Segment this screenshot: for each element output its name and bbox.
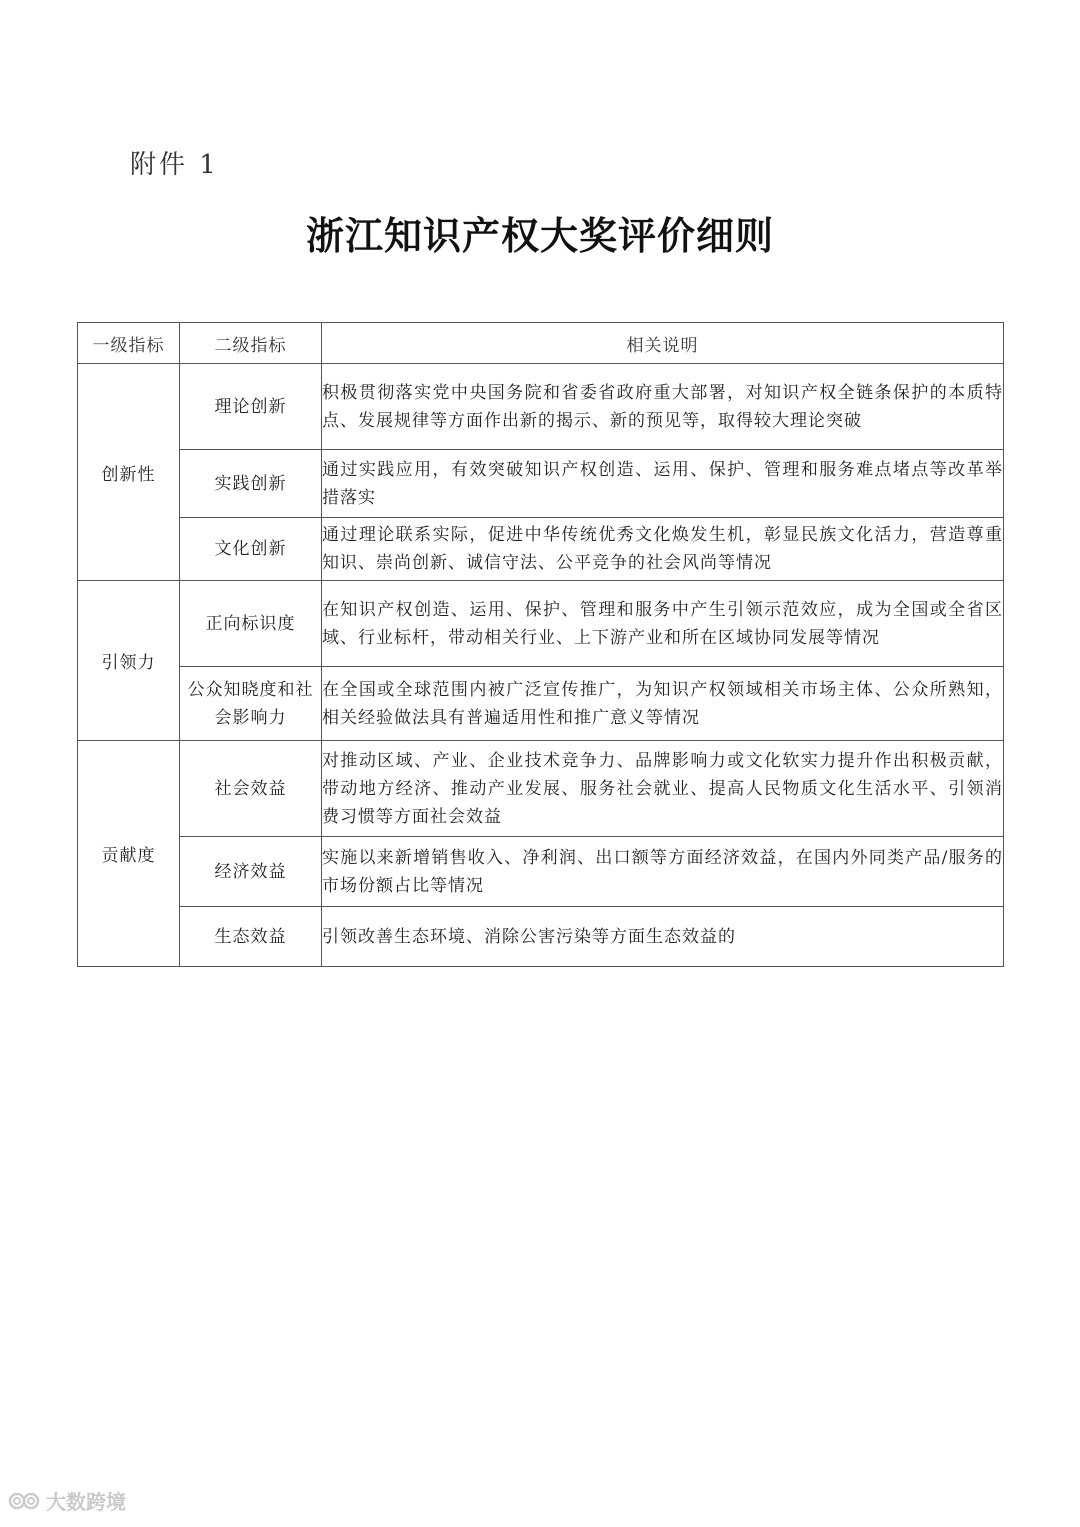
description-cell: 通过理论联系实际，促进中华传统优秀文化焕发生机，彰显民族文化活力，营造尊重知识、崇尚创新、诚信守法、公平竞争的社会风尚等情况	[322, 518, 1004, 581]
watermark-text: 大数跨境	[46, 1490, 126, 1514]
table-header-row	[78, 323, 1004, 364]
table-row	[78, 741, 1004, 837]
table-row	[78, 450, 1004, 518]
description-cell: 通过实践应用，有效突破知识产权创造、运用、保护、管理和服务难点堵点等改革举措落实	[322, 450, 1004, 518]
watermark	[8, 1486, 126, 1515]
table-row	[78, 907, 1004, 967]
table-row	[78, 667, 1004, 741]
description-cell: 引领改善生态环境、消除公害污染等方面生态效益的	[322, 907, 1004, 967]
description-cell: 实施以来新增销售收入、净利润、出口额等方面经济效益，在国内外同类产品/服务的市场份额占比等情况	[322, 837, 1004, 907]
swirl-logo-icon	[8, 1490, 42, 1512]
level2-cell: 正向标识度	[180, 581, 322, 667]
description-cell: 对推动区域、产业、企业技术竞争力、品牌影响力或文化软实力提升作出积极贡献，带动地方经济、推动产业发展、服务社会就业、提高人民物质文化生活水平、引领消费习惯等方面社会效益	[322, 741, 1004, 837]
level1-cell: 引领力	[78, 581, 180, 741]
attachment-label: 附件 1	[130, 150, 219, 180]
level2-cell: 理论创新	[180, 364, 322, 450]
description-cell: 积极贯彻落实党中央国务院和省委省政府重大部署，对知识产权全链条保护的本质特点、发展规律等方面作出新的揭示、新的预见等，取得较大理论突破	[322, 364, 1004, 450]
level2-cell: 生态效益	[180, 907, 322, 967]
level2-cell: 经济效益	[180, 837, 322, 907]
table-row	[78, 518, 1004, 581]
level2-cell: 实践创新	[180, 450, 322, 518]
level2-cell: 社会效益	[180, 741, 322, 837]
header-level2: 二级指标	[180, 323, 322, 364]
evaluation-criteria-table	[77, 322, 1004, 967]
header-description: 相关说明	[322, 323, 1004, 364]
header-level1: 一级指标	[78, 323, 180, 364]
level2-cell: 公众知晓度和社会影响力	[180, 667, 322, 741]
table-row	[78, 581, 1004, 667]
level1-cell: 创新性	[78, 364, 180, 581]
document-title: 浙江知识产权大奖评价细则	[305, 213, 774, 258]
description-cell: 在全国或全球范围内被广泛宣传推广，为知识产权领域相关市场主体、公众所熟知，相关经验做法具有普遍适用性和推广意义等情况	[322, 667, 1004, 741]
level1-cell: 贡献度	[78, 741, 180, 967]
table-row	[78, 837, 1004, 907]
description-cell: 在知识产权创造、运用、保护、管理和服务中产生引领示范效应，成为全国或全省区域、行业标杆，带动相关行业、上下游产业和所在区域协同发展等情况	[322, 581, 1004, 667]
table-row	[78, 364, 1004, 450]
level2-cell: 文化创新	[180, 518, 322, 581]
